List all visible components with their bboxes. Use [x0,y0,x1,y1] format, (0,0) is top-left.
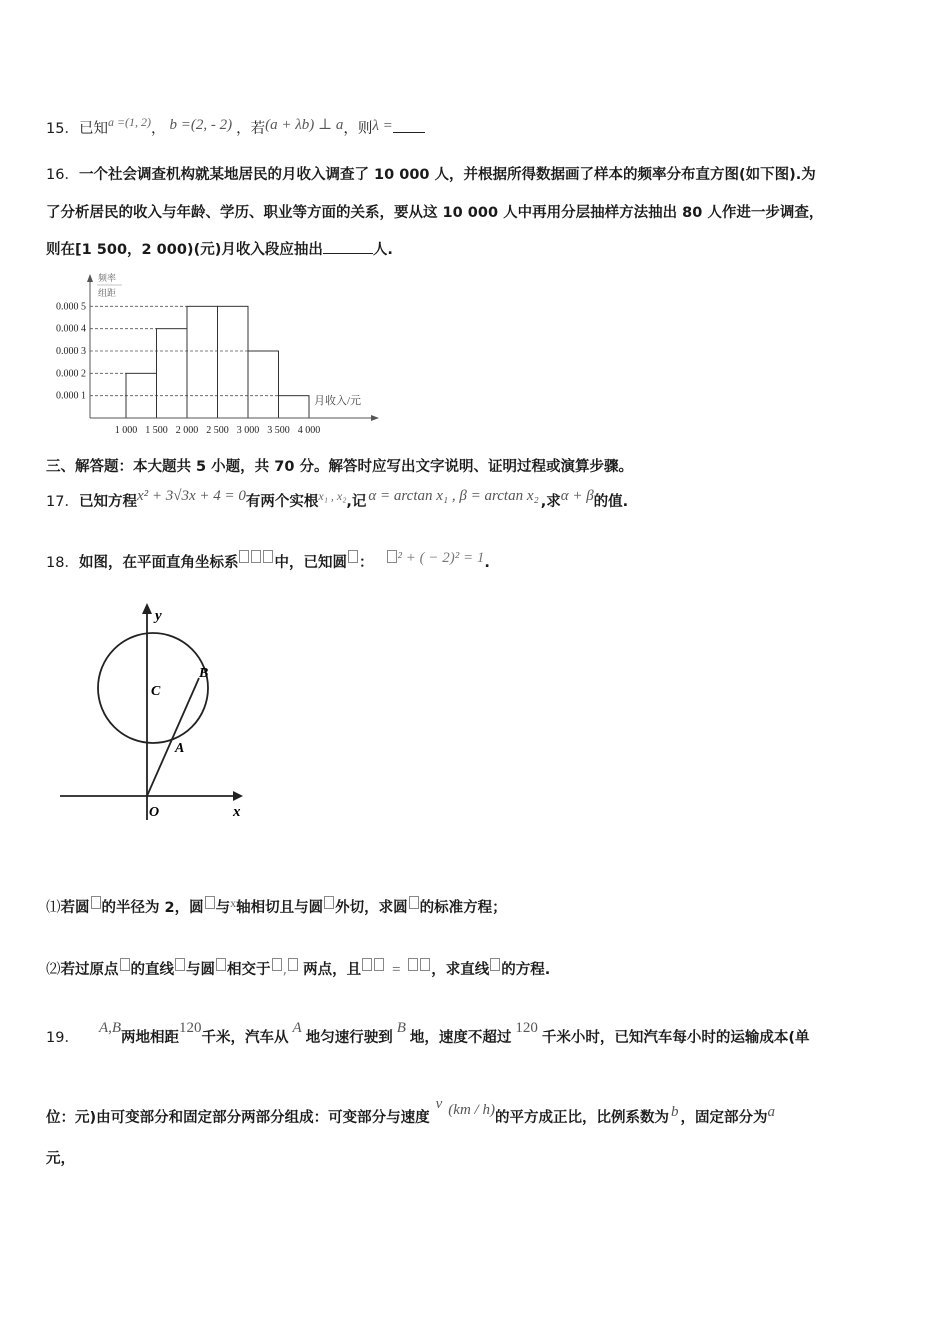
q18-p1-text-d: 轴相切且与圆 [236,900,324,916]
placeholder-box [251,550,261,563]
comma-separator: , [282,962,288,978]
q17-text-3: ,记 [346,494,367,510]
q17-text-5: 的值. [593,494,629,510]
q18-line [46,550,490,572]
fig-label-b: B [199,666,209,681]
q15-vector-b: b =(2, - 2) [169,117,233,133]
fig-label-y: y [155,608,162,624]
q18-p2-text-d: 相交于 [227,962,271,978]
q19-text-4: 地，速度不超过 [409,1030,512,1046]
placeholder-box [205,896,215,909]
q18-p2-text-c: 与圆 [186,962,215,978]
x-tick-label: 4 000 [297,425,321,436]
q18-p1-text-b: 的半径为 2，圆 [101,900,204,916]
y-tick-label: 0.000 3 [56,346,86,357]
q18-p2-text-g: 的方程. [501,962,551,978]
q18-p2-text-e: 两点，且 [303,962,362,978]
q19-distance: 120 [179,1020,202,1036]
q19-text-6: 位：元)由可变部分和固定部分两部分组成：可变部分与速度 [46,1110,430,1126]
fig-x-arrow [233,791,243,801]
y-tick-label: 0.000 4 [56,323,86,335]
placeholder-box [288,958,298,971]
histogram-bar [248,351,279,418]
q15-line [46,115,425,138]
q19-number: 19． [46,1030,79,1046]
q17-target: α + β [560,488,594,504]
x-axis-label: 月收入/元 [314,395,362,407]
y-label-bottom: 组距 [98,288,117,298]
q18-p1-text-c: 与 [215,900,231,916]
q19-line-3 [46,1147,75,1168]
q15-answer-blank [393,132,425,133]
q18-text-1: 如图，在平面直角坐标系 [78,555,239,571]
x-tick-label: 2 000 [175,425,199,436]
q19-unit: (km / h) [448,1102,495,1118]
q18-p1-x: x [230,896,237,910]
section-3-heading: 三、解答题：本大题共 5 小题，共 70 分。解答时应写出文字说明、证明过程或演算步骤。 [46,459,633,475]
q17-equation: x² + 3√3x + 4 = 0 [136,488,246,504]
placeholder-box [91,896,101,909]
q15-number: 15． [46,121,79,137]
q18-part-1-number: ⑴ [46,900,61,916]
fig-y-arrow [142,603,152,614]
q15-condition: (a + λb) ⊥ a [265,117,344,133]
q19-fixed: a [767,1104,775,1120]
x-tick-label: 1 000 [114,425,138,436]
q17-text-2: 有两个实根 [245,494,319,510]
y-label-top: 频率 [98,273,117,283]
histogram-bar [218,306,249,418]
q16-text-line-3a: 则在[1 500，2 000)(元)月收入段应抽出 [46,242,323,258]
placeholder-box [409,896,419,909]
frequency-histogram [40,268,400,438]
q19-line-1 [46,1020,810,1047]
placeholder-box [175,958,185,971]
q15-text-1: 已知 [78,121,108,137]
q16-text-line-2: 了分析居民的收入与年龄、学历、职业等方面的关系，要从这 10 000 人中再用分层抽样方法抽出 80 人作进一步调查， [46,205,824,221]
placeholder-box [239,550,249,563]
q15-comma: ， [151,121,166,137]
q18-p2-text-a: 若过原点 [60,962,119,978]
q16-line-2 [46,201,823,222]
q16-text-line-1: 一个社会调查机构就某地居民的月收入调查了 10 000 人，并根据所得数据画了样本的频率分布直方图(如下图).为 [78,167,816,183]
q15-text-3: ，则 [343,121,373,137]
x-axis-arrow [371,415,379,421]
q19-text-5: 千米小时，已知汽车每小时的运输成本(单 [541,1030,810,1046]
x-tick-label: 3 500 [267,425,290,436]
q18-p1-text-e: 外切，求圆 [335,900,408,916]
placeholder-box [216,958,226,971]
q18-p1-text-a: 若圆 [60,900,90,916]
q18-text-3: ： [358,555,374,571]
q18-period: . [484,555,490,571]
q17-text-4: ,求 [540,494,561,510]
fig-label-a: A [175,741,185,756]
q18-circle-equation: ² + ( − 2)² = 1 [397,550,485,566]
q15-vector-a: a =(1, 2) [107,115,152,129]
y-tick-label: 0.000 2 [56,368,86,380]
q15-lambda: λ = [372,118,393,134]
x-tick-label: 1 500 [145,425,168,436]
placeholder-box [348,550,358,563]
placeholder-box [120,958,130,971]
q16-line-3 [46,238,393,259]
q18-text-2: 中，已知圆 [274,555,347,571]
fig-label-x: x [233,804,241,820]
q18-p1-text-f: 的标准方程； [419,900,507,916]
q17-definition: α = arctan x₁ , β = arctan x₂ [368,488,539,504]
q19-ab: A,B [98,1020,122,1036]
q15-text-2: ，若 [236,121,266,137]
placeholder-box [490,958,500,971]
placeholder-box [272,958,282,971]
q19-b: B [396,1020,406,1036]
y-tick-label: 0.000 5 [56,301,86,313]
q18-p2-text-f: ，求直线 [431,962,490,978]
placeholder-box [362,958,372,971]
q19-line-2 [46,1096,775,1127]
histogram-bar [279,396,310,418]
q16-answer-blank [323,253,373,254]
q19-text-9: 元， [46,1151,75,1167]
x-tick-label: 3 000 [236,425,260,436]
y-tick-label: 0.000 1 [56,390,86,402]
fig-label-o: O [149,805,160,820]
q16-number: 16． [46,167,79,183]
q19-speed: 120 [515,1020,538,1036]
q19-text-7: 的平方成正比，比例系数为 [494,1110,669,1126]
q19-v: v [435,1096,443,1112]
placeholder-box [263,550,273,563]
q19-text-3: 地匀速行驶到 [305,1030,393,1046]
fig-label-c: C [151,684,161,699]
q18-part-2 [46,958,550,979]
q17-text-1: 已知方程 [78,494,137,510]
q19-text-1: 两地相距 [121,1030,180,1046]
histogram-ticks [56,301,320,436]
y-axis-arrow [87,274,93,282]
q16-text-line-3b: 人. [372,242,393,258]
q17-roots: x₁ , x₂ [318,489,347,503]
q19-text-2: 千米，汽车从 [201,1030,289,1046]
q19-a: A [292,1020,302,1036]
q19-coef: b [670,1104,679,1120]
placeholder-box [408,958,418,971]
placeholder-box [420,958,430,971]
histogram-bar [187,306,218,418]
histogram-bar [157,329,188,418]
q17-number: 17． [46,494,79,510]
histogram-bars [126,306,309,418]
q19-text-8: ，固定部分为 [680,1110,768,1126]
q18-part-1 [46,896,507,917]
q18-p2-equals: = [391,962,402,978]
placeholder-box [387,550,397,563]
q16-line-1 [46,163,816,184]
x-tick-label: 2 500 [206,425,229,436]
q18-p2-text-b: 的直线 [130,962,174,978]
q18-number: 18． [46,555,79,571]
q17-line [46,488,628,511]
q18-coordinate-figure [55,600,255,825]
q18-part-2-number: ⑵ [46,962,61,978]
placeholder-box [324,896,334,909]
placeholder-box [374,958,384,971]
